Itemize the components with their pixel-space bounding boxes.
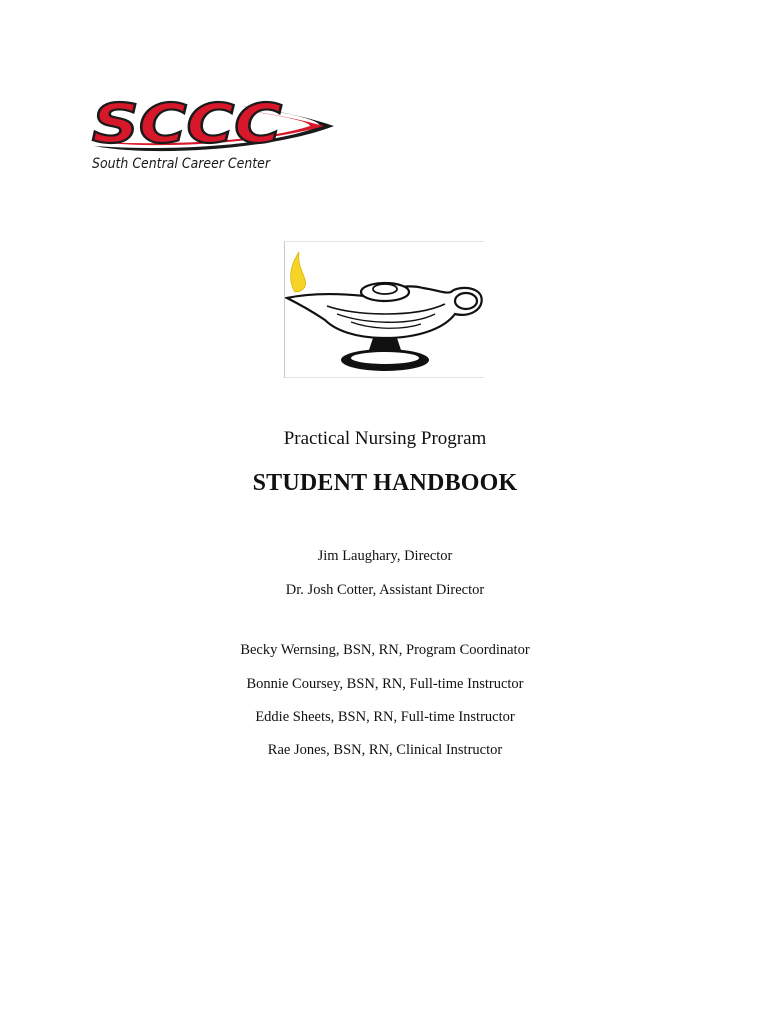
document-title: STUDENT HANDBOOK bbox=[252, 470, 518, 496]
oil-lamp-icon bbox=[285, 242, 485, 379]
flame-icon bbox=[291, 252, 306, 292]
faculty-line: Bonnie Coursey, BSN, RN, Full-time Instructor bbox=[246, 676, 524, 692]
lamp-stem bbox=[369, 338, 401, 350]
lamp-illustration bbox=[284, 241, 484, 378]
sccc-logo bbox=[88, 88, 340, 174]
assistant-director-line: Dr. Josh Cotter, Assistant Director bbox=[285, 582, 485, 598]
logo-letters: SCCC bbox=[92, 92, 283, 155]
faculty-line: Rae Jones, BSN, RN, Clinical Instructor bbox=[267, 742, 503, 758]
logo-graphic bbox=[88, 88, 340, 174]
program-name: Practical Nursing Program bbox=[283, 428, 487, 449]
logo-tagline: South Central Career Center bbox=[92, 156, 271, 172]
lamp-handle bbox=[455, 293, 477, 309]
faculty-line: Eddie Sheets, BSN, RN, Full-time Instructor bbox=[255, 709, 515, 725]
lamp-knob bbox=[373, 284, 397, 294]
director-line: Jim Laughary, Director bbox=[317, 548, 453, 564]
faculty-line: Becky Wernsing, BSN, RN, Program Coordinator bbox=[240, 642, 530, 658]
